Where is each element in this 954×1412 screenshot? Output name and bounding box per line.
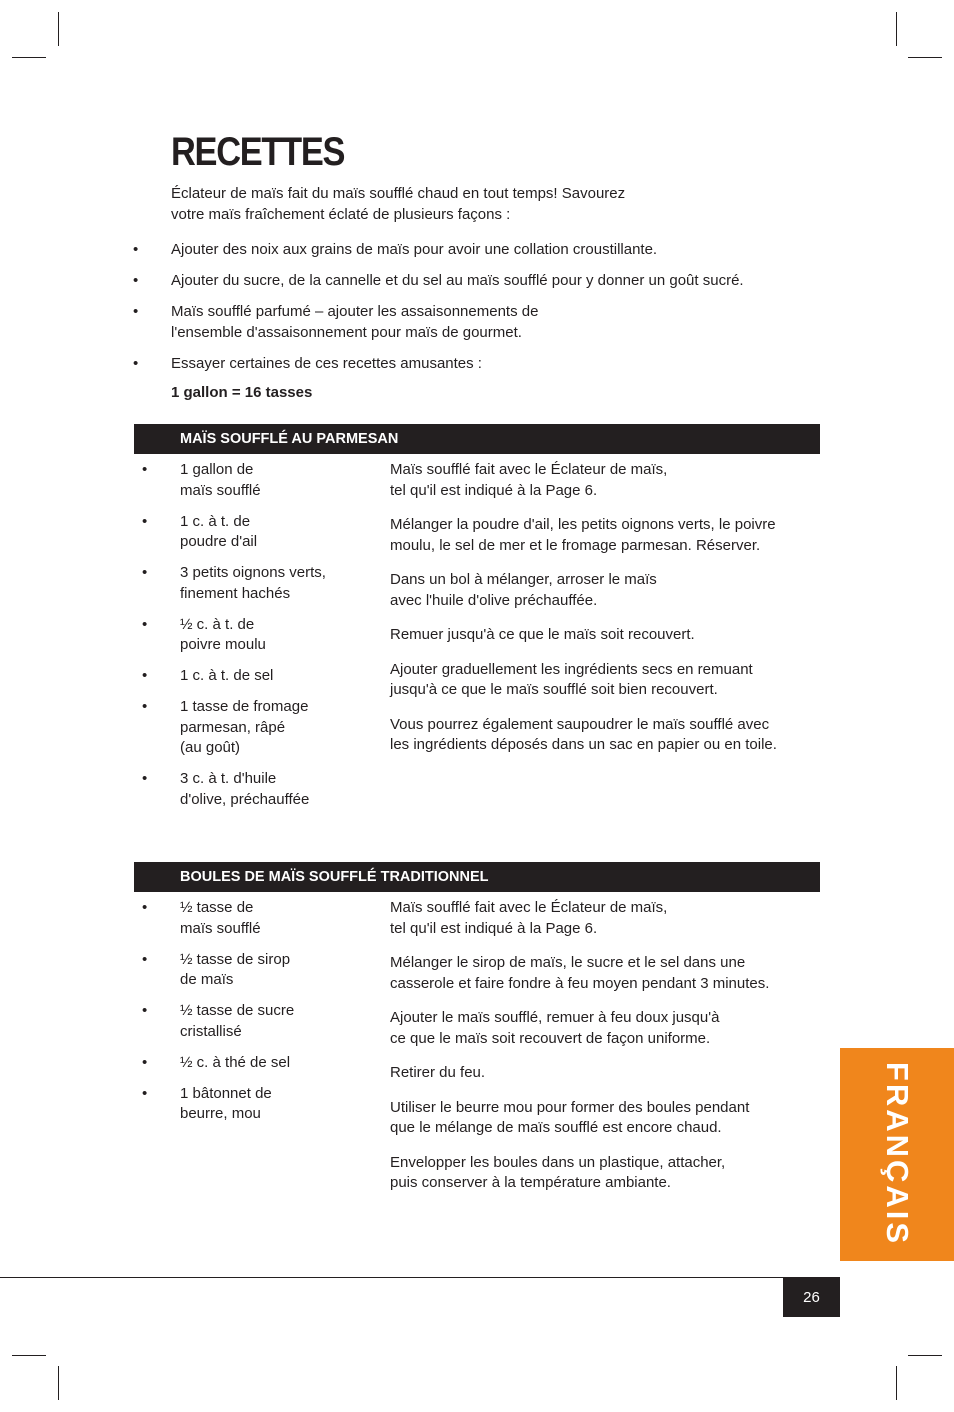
language-tab-label: FRANÇAIS bbox=[880, 1061, 915, 1247]
step-text: Remuer jusqu'à ce que le maïs soit recouvert. bbox=[390, 626, 695, 643]
crop-mark bbox=[12, 57, 46, 58]
step-text: tel qu'il est indiqué à la Page 6. bbox=[390, 919, 598, 937]
ingredient-item bbox=[134, 563, 364, 604]
list-item-text: Ajouter des noix aux grains de maïs pour avoir une collation croustillante. bbox=[171, 241, 658, 258]
list-item bbox=[133, 302, 833, 343]
ingredient-item bbox=[134, 769, 364, 810]
bullet-symbol: • bbox=[142, 667, 148, 684]
recipe-steps bbox=[390, 898, 820, 1208]
step-text: ce que le maïs soit recouvert de façon uniforme. bbox=[390, 1029, 711, 1047]
ingredient-text: de maïs bbox=[180, 971, 234, 988]
bullet-symbol: • bbox=[142, 512, 148, 530]
step-paragraph bbox=[390, 570, 820, 611]
ingredient-text: ½ tasse de bbox=[180, 899, 254, 916]
ingredient-text: parmesan, râpé bbox=[180, 718, 286, 736]
ingredient-text: finement hachés bbox=[180, 584, 291, 602]
step-paragraph bbox=[390, 460, 820, 501]
page-number: 26 bbox=[783, 1278, 840, 1317]
ingredient-text: 1 tasse de fromage bbox=[180, 698, 309, 715]
bullet-symbol: • bbox=[142, 615, 148, 633]
crop-mark bbox=[908, 57, 942, 58]
ingredient-text: poivre moulu bbox=[180, 636, 266, 653]
step-paragraph bbox=[390, 898, 820, 939]
step-paragraph bbox=[390, 1098, 820, 1139]
step-text: Maïs soufflé fait avec le Éclateur de maïs, bbox=[390, 899, 668, 916]
list-item-text: Essayer certaines de ces recettes amusantes : bbox=[171, 354, 482, 372]
ingredient-text: beurre, mou bbox=[180, 1105, 261, 1122]
bullet-symbol: • bbox=[142, 1084, 148, 1102]
crop-mark bbox=[58, 12, 59, 46]
page-title: RECETTES bbox=[171, 130, 345, 174]
list-item bbox=[133, 271, 833, 292]
step-text: moulu, le sel de mer et le fromage parmesan. Réserver. bbox=[390, 536, 761, 554]
bullet-symbol: • bbox=[142, 950, 148, 968]
step-text: casserole et faire fondre à feu moyen pendant 3 minutes. bbox=[390, 974, 770, 992]
intro-paragraph bbox=[171, 184, 691, 225]
ingredient-text: 1 c. à t. de bbox=[180, 512, 251, 530]
intro-line: votre maïs fraîchement éclaté de plusieurs façons : bbox=[171, 205, 511, 223]
bullet-symbol: • bbox=[142, 564, 148, 581]
list-item-text: Ajouter du sucre, de la cannelle et du sel au maïs soufflé pour y donner un goût sucré. bbox=[171, 272, 744, 289]
step-text: tel qu'il est indiqué à la Page 6. bbox=[390, 481, 598, 499]
step-text: Mélanger le sirop de maïs, le sucre et le sel dans une bbox=[390, 954, 746, 971]
step-text: Ajouter le maïs soufflé, remuer à feu doux jusqu'à bbox=[390, 1009, 720, 1026]
bullet-symbol: • bbox=[133, 303, 139, 320]
step-text: puis conserver à la température ambiante. bbox=[390, 1174, 671, 1191]
step-text: Envelopper les boules dans un plastique, attacher, bbox=[390, 1153, 726, 1171]
ingredient-text: maïs soufflé bbox=[180, 481, 261, 499]
list-item-text: l'ensemble d'assaisonnement pour maïs de gourmet. bbox=[171, 323, 522, 341]
crop-mark bbox=[908, 1355, 942, 1356]
step-paragraph bbox=[390, 953, 820, 994]
footer-rule bbox=[0, 1277, 840, 1278]
bullet-symbol: • bbox=[142, 899, 148, 916]
ingredient-text: d'olive, préchauffée bbox=[180, 790, 310, 808]
step-paragraph bbox=[390, 660, 820, 701]
ingredient-item bbox=[134, 666, 364, 687]
ingredient-list bbox=[134, 898, 364, 1135]
tips-list bbox=[133, 240, 833, 385]
ingredient-item bbox=[134, 615, 364, 656]
step-paragraph bbox=[390, 515, 820, 556]
ingredient-text: poudre d'ail bbox=[180, 533, 258, 550]
bullet-symbol: • bbox=[142, 770, 148, 787]
language-tab bbox=[840, 1048, 954, 1261]
step-text: Dans un bol à mélanger, arroser le maïs bbox=[390, 571, 657, 588]
ingredient-text: 1 bâtonnet de bbox=[180, 1084, 272, 1102]
ingredient-text: 3 petits oignons verts, bbox=[180, 564, 326, 581]
ingredient-list bbox=[134, 460, 364, 821]
crop-mark bbox=[12, 1355, 46, 1356]
bullet-symbol: • bbox=[142, 698, 148, 715]
recipe-title-bar: MAÏS SOUFFLÉ AU PARMESAN bbox=[134, 424, 820, 454]
ingredient-text: ½ tasse de sucre bbox=[180, 1002, 295, 1019]
bullet-symbol: • bbox=[142, 1053, 148, 1071]
step-paragraph bbox=[390, 1063, 820, 1084]
step-paragraph bbox=[390, 625, 820, 646]
list-item bbox=[133, 354, 833, 375]
list-item bbox=[133, 240, 833, 261]
step-text: que le mélange de maïs soufflé est encore chaud. bbox=[390, 1119, 722, 1136]
ingredient-text: (au goût) bbox=[180, 739, 241, 756]
ingredient-text: cristallisé bbox=[180, 1022, 242, 1040]
bullet-symbol: • bbox=[133, 241, 139, 258]
ingredient-item bbox=[134, 1053, 364, 1074]
gallon-note: 1 gallon = 16 tasses bbox=[171, 384, 313, 401]
step-paragraph bbox=[390, 1153, 820, 1194]
ingredient-text: maïs soufflé bbox=[180, 919, 261, 937]
step-text: Retirer du feu. bbox=[390, 1064, 486, 1081]
ingredient-item bbox=[134, 950, 364, 991]
step-paragraph bbox=[390, 715, 820, 756]
ingredient-item bbox=[134, 697, 364, 759]
ingredient-text: ½ c. à t. de bbox=[180, 615, 255, 633]
step-text: les ingrédients déposés dans un sac en papier ou en toile. bbox=[390, 736, 777, 753]
step-text: Vous pourrez également saupoudrer le maïs soufflé avec bbox=[390, 715, 770, 733]
step-text: jusqu'à ce que le maïs soufflé soit bien recouvert. bbox=[390, 681, 718, 698]
ingredient-item bbox=[134, 512, 364, 553]
bullet-symbol: • bbox=[133, 354, 139, 372]
ingredient-text: 1 c. à t. de sel bbox=[180, 667, 274, 684]
ingredient-item bbox=[134, 898, 364, 939]
ingredient-item bbox=[134, 460, 364, 501]
recipe-title-bar: BOULES DE MAÏS SOUFFLÉ TRADITIONNEL bbox=[134, 862, 820, 892]
ingredient-text: 3 c. à t. d'huile bbox=[180, 770, 277, 787]
intro-line: Éclateur de maïs fait du maïs soufflé chaud en tout temps! Savourez bbox=[171, 185, 626, 202]
step-paragraph bbox=[390, 1008, 820, 1049]
bullet-symbol: • bbox=[142, 1002, 148, 1019]
ingredient-text: ½ c. à thé de sel bbox=[180, 1053, 291, 1071]
crop-mark bbox=[896, 1366, 897, 1400]
ingredient-item bbox=[134, 1084, 364, 1125]
recipe-steps bbox=[390, 460, 820, 770]
step-text: Maïs soufflé fait avec le Éclateur de maïs, bbox=[390, 461, 668, 478]
list-item-text: Maïs soufflé parfumé – ajouter les assaisonnements de bbox=[171, 303, 539, 320]
ingredient-item bbox=[134, 1001, 364, 1042]
step-text: Mélanger la poudre d'ail, les petits oignons verts, le poivre bbox=[390, 516, 776, 533]
step-text: Ajouter graduellement les ingrédients secs en remuant bbox=[390, 660, 753, 678]
bullet-symbol: • bbox=[142, 461, 148, 478]
step-text: avec l'huile d'olive préchauffée. bbox=[390, 591, 598, 609]
ingredient-text: ½ tasse de sirop bbox=[180, 950, 291, 968]
ingredient-text: 1 gallon de bbox=[180, 461, 254, 478]
crop-mark bbox=[896, 12, 897, 46]
crop-mark bbox=[58, 1366, 59, 1400]
step-text: Utiliser le beurre mou pour former des boules pendant bbox=[390, 1098, 750, 1116]
bullet-symbol: • bbox=[133, 272, 139, 289]
